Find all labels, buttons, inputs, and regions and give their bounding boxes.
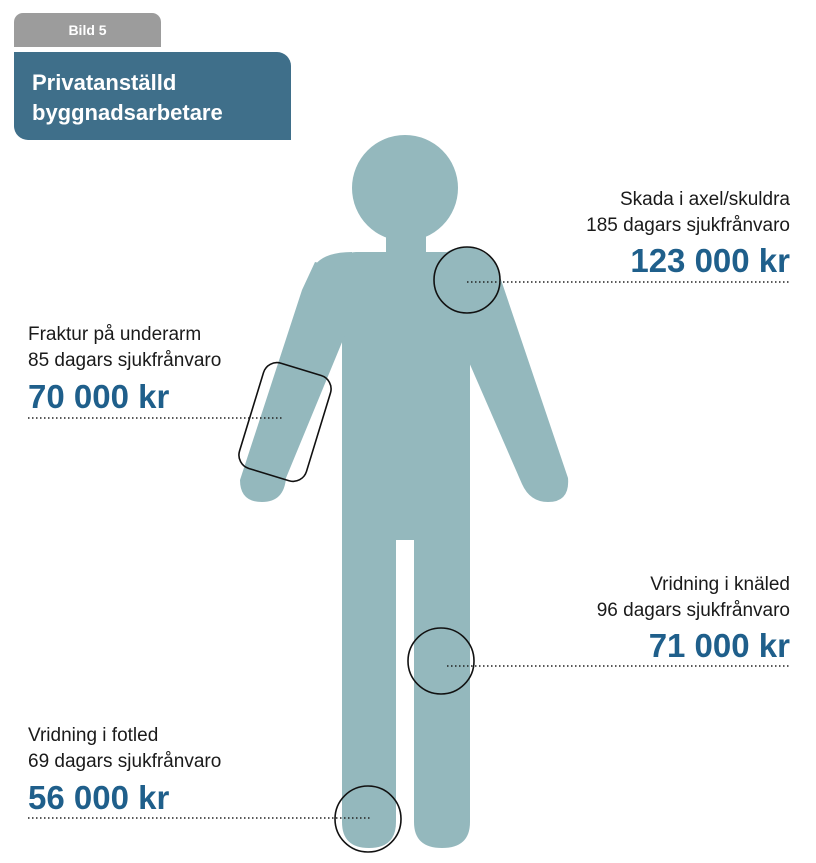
title-line-1: Privatanställd (32, 70, 177, 95)
figure-leg-left (342, 520, 396, 848)
forearm-annotation (28, 322, 221, 374)
shoulder-annotation (586, 187, 790, 239)
ankle-title: Vridning i fotled (28, 725, 159, 746)
figure-leg-right (414, 520, 470, 848)
knee-title: Vridning i knäled (650, 574, 790, 595)
knee-cost: 71 000 kr (648, 627, 790, 664)
shoulder-cost: 123 000 kr (630, 242, 790, 279)
ankle-days: 69 dagars sjukfrånvaro (28, 751, 222, 772)
figure-head (352, 135, 458, 241)
shoulder-days: 185 dagars sjukfrånvaro (586, 215, 790, 236)
forearm-title: Fraktur på underarm (28, 324, 202, 345)
knee-days: 96 dagars sjukfrånvaro (596, 600, 790, 621)
ankle-cost: 56 000 kr (28, 779, 170, 816)
figure-tab-label: Bild 5 (68, 22, 107, 38)
figure-hip (342, 500, 470, 526)
body-silhouette (240, 135, 568, 848)
knee-annotation (597, 572, 790, 624)
shoulder-title: Skada i axel/skuldra (619, 189, 790, 210)
forearm-cost: 70 000 kr (28, 378, 170, 415)
forearm-days: 85 dagars sjukfrånvaro (28, 350, 222, 371)
title-line-2: byggnadsarbetare (32, 100, 223, 125)
figure-arm-left (240, 262, 350, 502)
ankle-annotation (28, 723, 221, 775)
